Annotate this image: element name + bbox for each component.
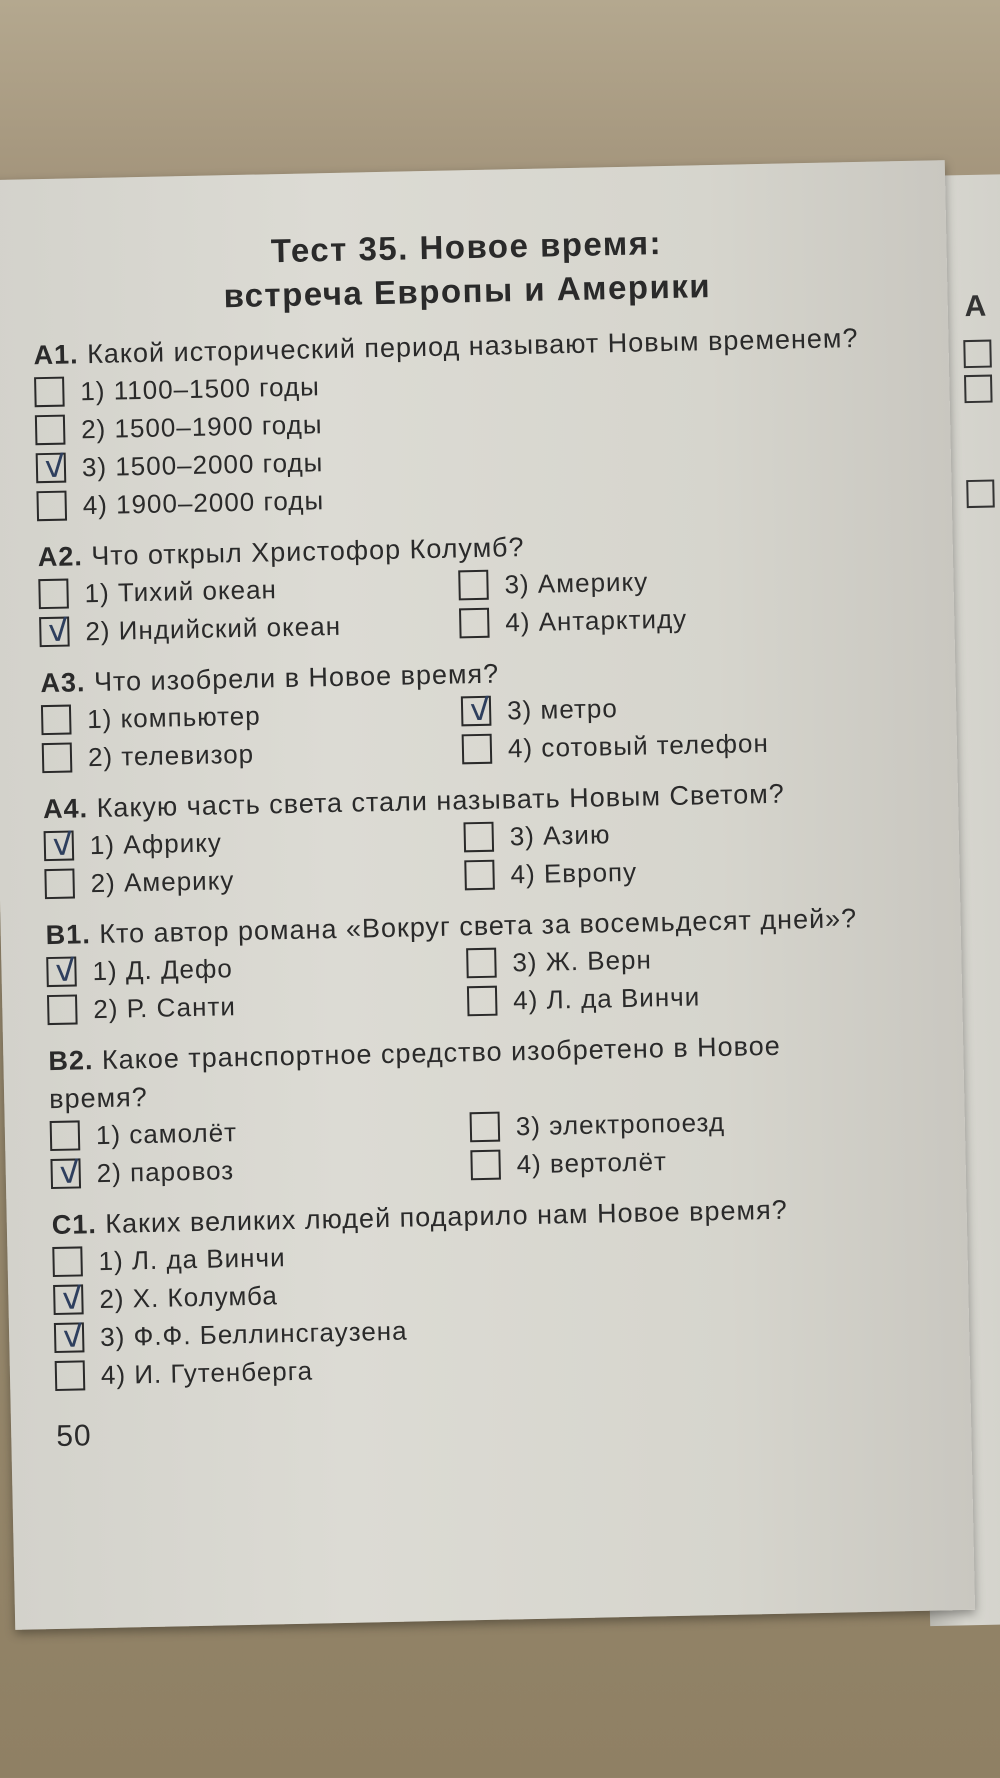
checked-checkbox[interactable] xyxy=(53,1284,84,1315)
answer-option[interactable] xyxy=(470,1139,881,1184)
option-label: 3) Ф.Ф. Беллинсгаузена xyxy=(99,1315,408,1352)
answer-option[interactable] xyxy=(42,731,463,776)
question-id: A2. xyxy=(37,541,84,573)
empty-checkbox[interactable] xyxy=(36,491,67,522)
empty-checkbox[interactable] xyxy=(470,1112,501,1143)
page-number: 50 xyxy=(55,1419,92,1453)
checked-checkbox[interactable] xyxy=(46,956,77,987)
answer-option[interactable] xyxy=(44,857,465,902)
answer-option[interactable] xyxy=(466,937,877,982)
checked-checkbox[interactable] xyxy=(50,1158,81,1189)
empty-checkbox[interactable] xyxy=(463,822,494,853)
next-page-checkbox xyxy=(963,340,992,369)
title-line-1: Тест 35. Новое время: xyxy=(270,224,663,270)
option-label: 1) компьютер xyxy=(86,700,261,734)
answer-option[interactable] xyxy=(39,605,460,650)
empty-checkbox[interactable] xyxy=(38,579,69,610)
option-label: 1) Л. да Винчи xyxy=(98,1241,286,1276)
question-b2 xyxy=(48,1025,881,1192)
question-prompt: Что открыл Христофор Колумб? xyxy=(91,531,525,572)
question-id: A3. xyxy=(40,667,86,699)
option-label: 4) вертолёт xyxy=(516,1145,668,1179)
worksheet-content xyxy=(31,217,886,1454)
empty-checkbox[interactable] xyxy=(44,868,75,899)
question-id: B2. xyxy=(48,1045,94,1077)
answer-option[interactable] xyxy=(46,945,467,990)
answer-option[interactable] xyxy=(47,983,468,1028)
empty-checkbox[interactable] xyxy=(464,860,495,891)
empty-checkbox[interactable] xyxy=(41,705,72,736)
option-label: 2) Х. Колумба xyxy=(99,1279,279,1314)
answer-option[interactable] xyxy=(50,1109,471,1154)
question-prompt: Какой исторический период называют Новым временем? xyxy=(86,322,859,370)
empty-checkbox[interactable] xyxy=(462,734,493,765)
option-label: 1) Тихий океан xyxy=(84,573,278,608)
checked-checkbox[interactable] xyxy=(54,1322,85,1353)
question-id: C1. xyxy=(51,1209,98,1241)
answer-option[interactable] xyxy=(461,685,872,730)
empty-checkbox[interactable] xyxy=(52,1246,83,1277)
option-label: 2) Р. Санти xyxy=(92,990,237,1024)
option-label: 3) Америку xyxy=(504,565,649,599)
answer-options xyxy=(52,1227,885,1394)
answer-option[interactable] xyxy=(50,1147,471,1192)
empty-checkbox[interactable] xyxy=(34,377,65,408)
empty-checkbox[interactable] xyxy=(459,608,490,639)
option-label: 2) паровоз xyxy=(96,1154,235,1188)
option-label: 3) электропоезд xyxy=(515,1106,726,1141)
option-label: 2) 1500–1900 годы xyxy=(80,408,323,444)
option-label: 3) 1500–2000 годы xyxy=(81,446,324,482)
empty-checkbox[interactable] xyxy=(42,743,73,774)
option-label: 2) телевизор xyxy=(87,738,255,772)
empty-checkbox[interactable] xyxy=(47,994,78,1025)
option-label: 4) И. Гутенберга xyxy=(100,1355,314,1390)
empty-checkbox[interactable] xyxy=(50,1120,81,1151)
empty-checkbox[interactable] xyxy=(458,570,489,601)
question-a1 xyxy=(33,319,867,524)
question-prompt: Какое транспортное средство изобретено в Новое время? xyxy=(48,1030,781,1115)
option-label: 4) Европу xyxy=(510,856,638,889)
option-label: 4) 1900–2000 годы xyxy=(82,484,325,520)
question-prompt: Что изобрели в Новое время? xyxy=(93,658,500,698)
next-page-checkbox xyxy=(964,375,993,404)
question-b1 xyxy=(45,899,877,1028)
answer-option[interactable] xyxy=(463,811,874,856)
question-a3 xyxy=(40,647,872,776)
question-prompt: Какую часть света стали называть Новым Светом? xyxy=(96,778,786,824)
option-label: 1) 1100–1500 годы xyxy=(80,370,321,406)
option-label: 1) Д. Дефо xyxy=(92,952,234,986)
answer-option[interactable] xyxy=(459,597,870,642)
question-c1 xyxy=(51,1189,885,1394)
option-label: 1) Африку xyxy=(89,826,223,860)
question-prompt: Кто автор романа «Вокруг света за восемьдесят дней»? xyxy=(98,903,858,949)
next-page-fragment: А xyxy=(964,289,987,324)
next-page-checkbox xyxy=(966,480,995,509)
option-label: 3) Азию xyxy=(509,818,611,851)
answer-option[interactable] xyxy=(44,819,465,864)
answer-option[interactable] xyxy=(462,723,873,768)
option-label: 1) самолёт xyxy=(95,1116,238,1150)
option-label: 3) Ж. Верн xyxy=(512,943,653,977)
checked-checkbox[interactable] xyxy=(461,696,492,727)
option-label: 2) Индийский океан xyxy=(85,610,342,646)
question-id: A4. xyxy=(42,793,89,825)
question-id: A1. xyxy=(33,339,79,371)
question-id: B1. xyxy=(45,919,92,951)
answer-options xyxy=(34,357,867,524)
option-label: 4) Л. да Винчи xyxy=(512,980,701,1015)
option-label: 3) метро xyxy=(506,692,619,725)
option-label: 2) Америку xyxy=(90,864,235,898)
title-line-2: встреча Европы и Америки xyxy=(223,267,712,315)
worksheet-page xyxy=(0,160,975,1630)
checked-checkbox[interactable] xyxy=(39,617,70,648)
question-prompt: Каких великих людей подарило нам Новое время? xyxy=(105,1194,788,1239)
page-title xyxy=(71,217,863,322)
answer-option[interactable] xyxy=(41,693,462,738)
answer-option[interactable] xyxy=(38,567,459,612)
option-label: 4) сотовый телефон xyxy=(507,727,770,763)
question-a2 xyxy=(37,521,869,650)
empty-checkbox[interactable] xyxy=(467,986,498,1017)
option-label: 4) Антарктиду xyxy=(504,603,688,637)
empty-checkbox[interactable] xyxy=(466,948,497,979)
checked-checkbox[interactable] xyxy=(36,453,67,484)
answer-option[interactable] xyxy=(464,849,875,894)
question-a4 xyxy=(43,773,875,902)
checked-checkbox[interactable] xyxy=(44,830,75,861)
answer-option[interactable] xyxy=(469,1101,880,1146)
answer-option[interactable] xyxy=(467,975,878,1020)
empty-checkbox[interactable] xyxy=(470,1150,501,1181)
answer-option[interactable] xyxy=(458,559,869,604)
empty-checkbox[interactable] xyxy=(35,415,66,446)
empty-checkbox[interactable] xyxy=(55,1360,86,1391)
question-list xyxy=(33,319,885,1394)
